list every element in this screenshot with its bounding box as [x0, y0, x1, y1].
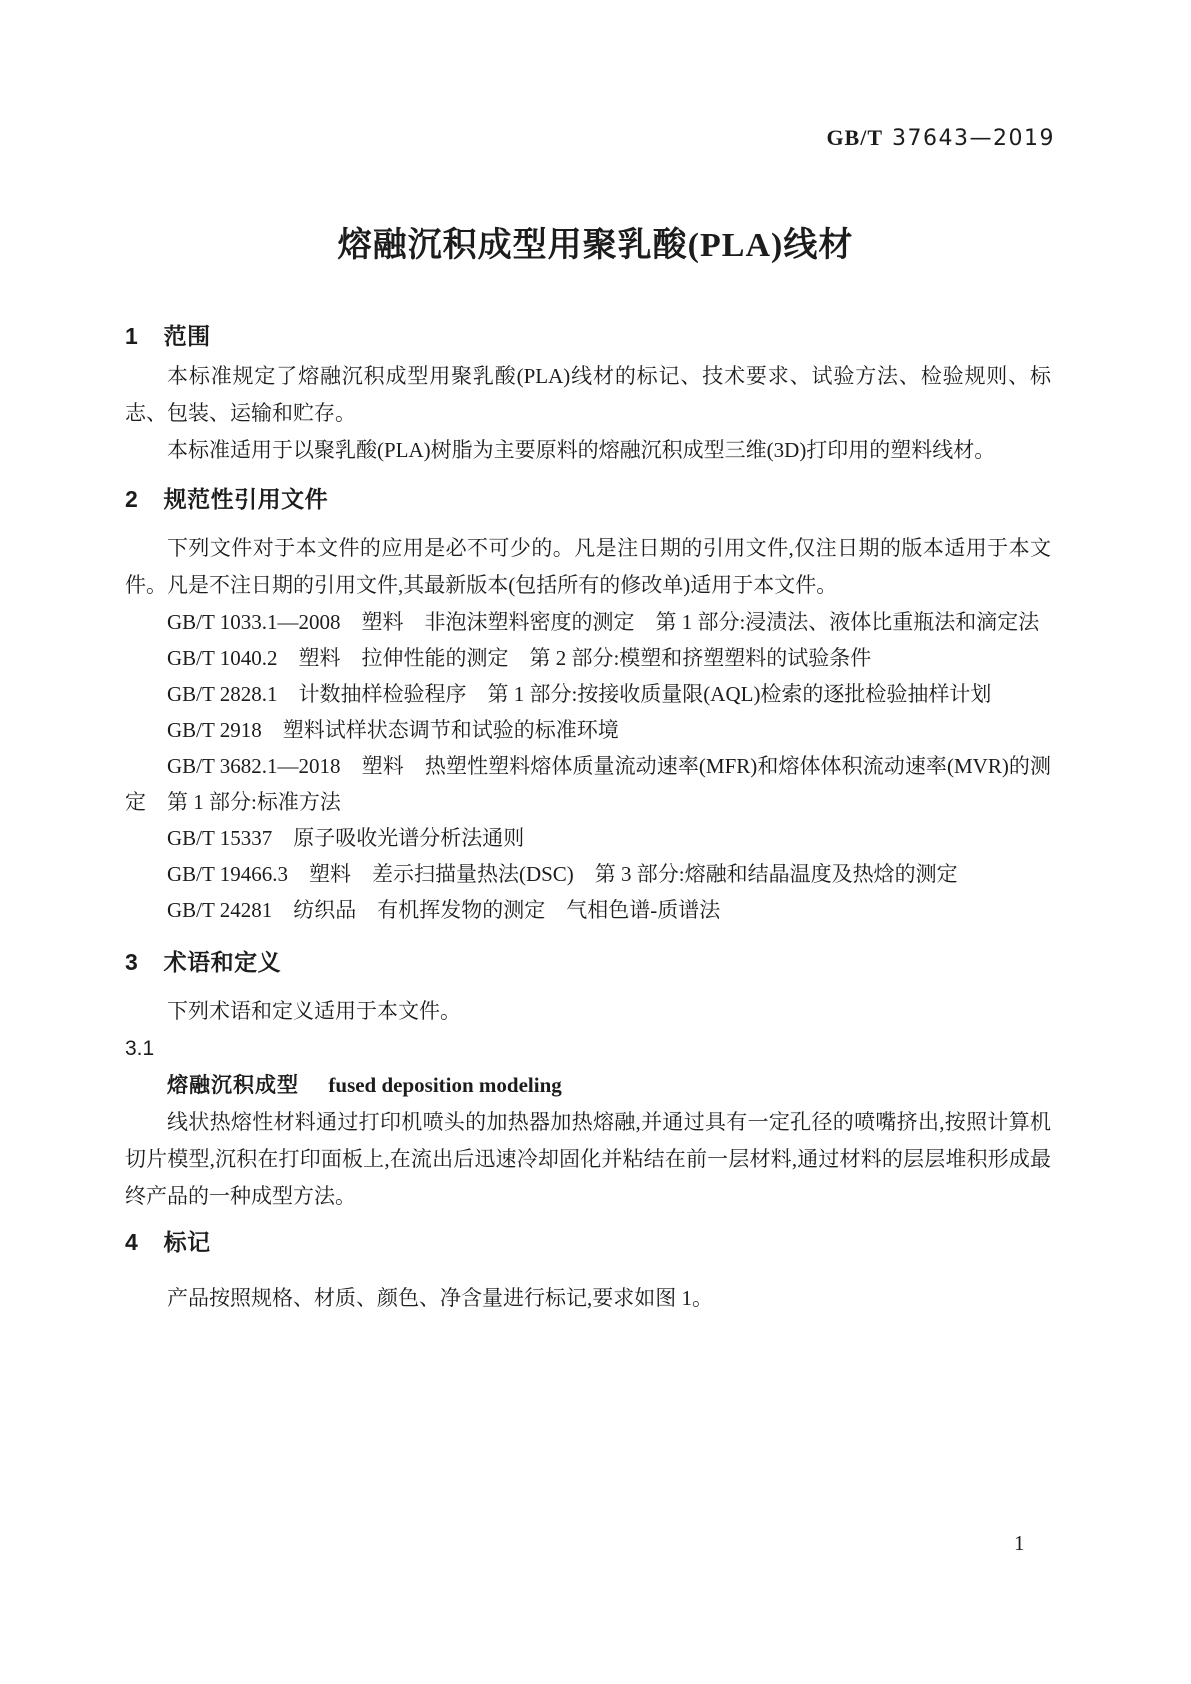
normative-references-list	[125, 604, 1051, 928]
reference-item-2: GB/T 1040.2 塑料 拉伸性能的测定 第 2 部分:模塑和挤塑塑料的试验条件	[167, 646, 872, 670]
scope-paragraph-1: 本标准规定了熔融沉积成型用聚乳酸(PLA)线材的标记、技术要求、试验方法、检验规则、标志、包装、运输和贮存。	[125, 364, 1051, 425]
term-definition-paragraph: 线状热熔性材料通过打印机喷头的加热器加热熔融,并通过具有一定孔径的喷嘴挤出,按照计算机切片模型,沉积在打印面板上,在流出后迅速冷却固化并粘结在前一层材料,通过材料的层层堆积形成最终产品的一种成型方法。	[125, 1110, 1051, 1208]
section-2-heading	[125, 486, 1051, 512]
section-1-title: 范围	[163, 323, 211, 349]
standard-code-number: 37643—2019	[892, 126, 1055, 151]
section-2-number: 2	[125, 486, 139, 512]
terms-intro-paragraph: 下列术语和定义适用于本文件。	[167, 999, 461, 1023]
reference-item-6: GB/T 15337 原子吸收光谱分析法通则	[167, 826, 525, 850]
document-title: 熔融沉积成型用聚乳酸(PLA)线材	[337, 227, 854, 264]
section-4-heading	[125, 1229, 1051, 1255]
standard-code-prefix: GB/T	[826, 125, 884, 150]
term-chinese: 熔融沉积成型	[167, 1074, 299, 1097]
reference-item-7: GB/T 19466.3 塑料 差示扫描量热法(DSC) 第 3 部分:熔融和结晶温度及热焓的测定	[167, 862, 958, 886]
section-4-title: 标记	[163, 1229, 211, 1255]
scope-paragraph-2: 本标准适用于以聚乳酸(PLA)树脂为主要原料的熔融沉积成型三维(3D)打印用的塑料线材。	[167, 438, 996, 462]
reference-item-8: GB/T 24281 纺织品 有机挥发物的测定 气相色谱-质谱法	[167, 898, 721, 922]
reference-item-5: GB/T 3682.1—2018 塑料 热塑性塑料熔体质量流动速率(MFR)和熔体体积流动速率(MVR)的测定 第 1 部分:标准方法	[125, 754, 1051, 814]
reference-item-4: GB/T 2918 塑料试样状态调节和试验的标准环境	[167, 718, 619, 742]
references-intro-paragraph: 下列文件对于本文件的应用是必不可少的。凡是注日期的引用文件,仅注日期的版本适用于本文件。凡是不注日期的引用文件,其最新版本(包括所有的修改单)适用于本文件。	[125, 536, 1051, 597]
section-3-title: 术语和定义	[163, 949, 282, 975]
marking-paragraph: 产品按照规格、材质、颜色、净含量进行标记,要求如图 1。	[167, 1286, 713, 1310]
section-4-number: 4	[125, 1229, 139, 1255]
term-english: fused deposition modeling	[328, 1073, 562, 1097]
section-3-heading	[125, 949, 1051, 975]
section-3-number: 3	[125, 949, 139, 975]
document-body	[125, 0, 1051, 1317]
section-1-number: 1	[125, 323, 139, 349]
reference-item-3: GB/T 2828.1 计数抽样检验程序 第 1 部分:按接收质量限(AQL)检索的逐批检验抽样计划	[167, 682, 992, 706]
section-1-heading	[125, 323, 1051, 349]
reference-item-1: GB/T 1033.1—2008 塑料 非泡沫塑料密度的测定 第 1 部分:浸渍法、液体比重瓶法和滴定法	[167, 610, 1040, 634]
section-2-title: 规范性引用文件	[163, 486, 329, 512]
clause-3-1-number: 3.1	[125, 1037, 155, 1060]
term-entry	[125, 1067, 1051, 1104]
page-number: 1	[1014, 1531, 1025, 1555]
